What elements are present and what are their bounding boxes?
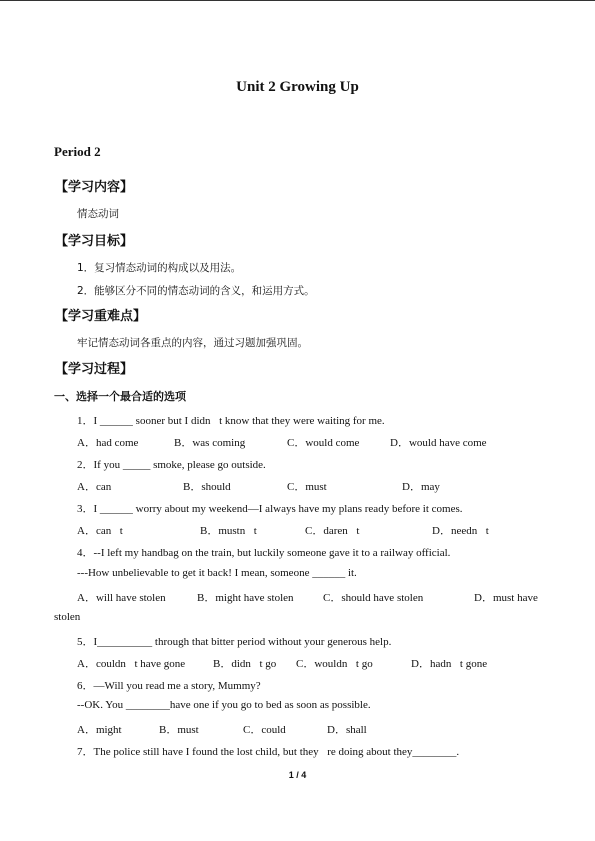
question-1-option-c: C．would come [287, 437, 360, 449]
heading-goals: 【学习目标】 [55, 234, 134, 249]
page-title: Unit 2 Growing Up [236, 79, 359, 95]
question-6-stem-2: --OK. You ________have one if you go to bed as soon as possible. [77, 699, 371, 711]
question-2-stem: 2．If you _____ smoke, please go outside. [77, 459, 266, 471]
question-5-stem: 5．I__________ through that bitter period without your generous help. [77, 636, 392, 648]
question-1-stem: 1．I ______ sooner but I didn t know that they were waiting for me. [77, 415, 385, 427]
question-4-option-d: D．must have [474, 592, 538, 604]
question-1-option-b: B．was coming [174, 437, 246, 449]
question-2-option-a: A．can [77, 481, 112, 493]
heading-process: 【学习过程】 [55, 362, 134, 377]
question-5-option-a: A．couldn t have gone [77, 658, 186, 670]
question-2-option-d: D．may [402, 481, 440, 493]
key-points-text: 牢记情态动词各重点的内容，通过习题加强巩固。 [77, 337, 308, 349]
question-3-stem: 3．I ______ worry about my weekend—I always have my plans ready before it comes. [77, 503, 463, 515]
question-4-option-d-wrap: stolen [54, 611, 81, 623]
content-text: 情态动词 [77, 208, 119, 220]
question-6-option-a: A．might [77, 724, 122, 736]
question-7-stem: 7．The police still have I found the lost child, but they re doing about they________. [77, 746, 460, 758]
question-4-option-a: A．will have stolen [77, 592, 166, 604]
question-6-option-d: D．shall [327, 724, 367, 736]
question-4-option-b: B．might have stolen [197, 592, 294, 604]
question-3-option-c: C．daren t [305, 525, 360, 537]
heading-content: 【学习内容】 [55, 180, 134, 195]
goal-1: 1．复习情态动词的构成以及用法。 [77, 262, 242, 274]
question-3-option-d: D．needn t [432, 525, 489, 537]
question-5-option-b: B．didn t go [213, 658, 277, 670]
question-1-option-a: A．had come [77, 437, 139, 449]
question-2-option-c: C．must [287, 481, 327, 493]
question-4-option-c: C．should have stolen [323, 592, 424, 604]
question-1-option-d: D．would have come [390, 437, 487, 449]
top-rule [0, 0, 595, 1]
page-number: 1 / 4 [288, 770, 307, 780]
question-3-option-b: B．mustn t [200, 525, 257, 537]
question-5-option-d: D．hadn t gone [411, 658, 488, 670]
question-5-option-c: C．wouldn t go [296, 658, 373, 670]
question-3-option-a: A．can t [77, 525, 123, 537]
question-6-option-b: B．must [159, 724, 199, 736]
question-4-stem-2: ---How unbelievable to get it back! I mean, someone ______ it. [77, 567, 357, 579]
period-label: Period 2 [54, 144, 101, 159]
question-6-option-c: C．could [243, 724, 286, 736]
question-2-option-b: B．should [183, 481, 231, 493]
question-4-stem: 4．--I left my handbag on the train, but luckily someone gave it to a railway official. [77, 547, 451, 559]
question-6-stem: 6．—Will you read me a story, Mummy? [77, 680, 261, 692]
exercise-title: 一、选择一个最合适的选项 [54, 390, 186, 403]
goal-2: 2．能够区分不同的情态动词的含义，和运用方式。 [77, 285, 315, 297]
heading-key-points: 【学习重难点】 [55, 309, 147, 324]
